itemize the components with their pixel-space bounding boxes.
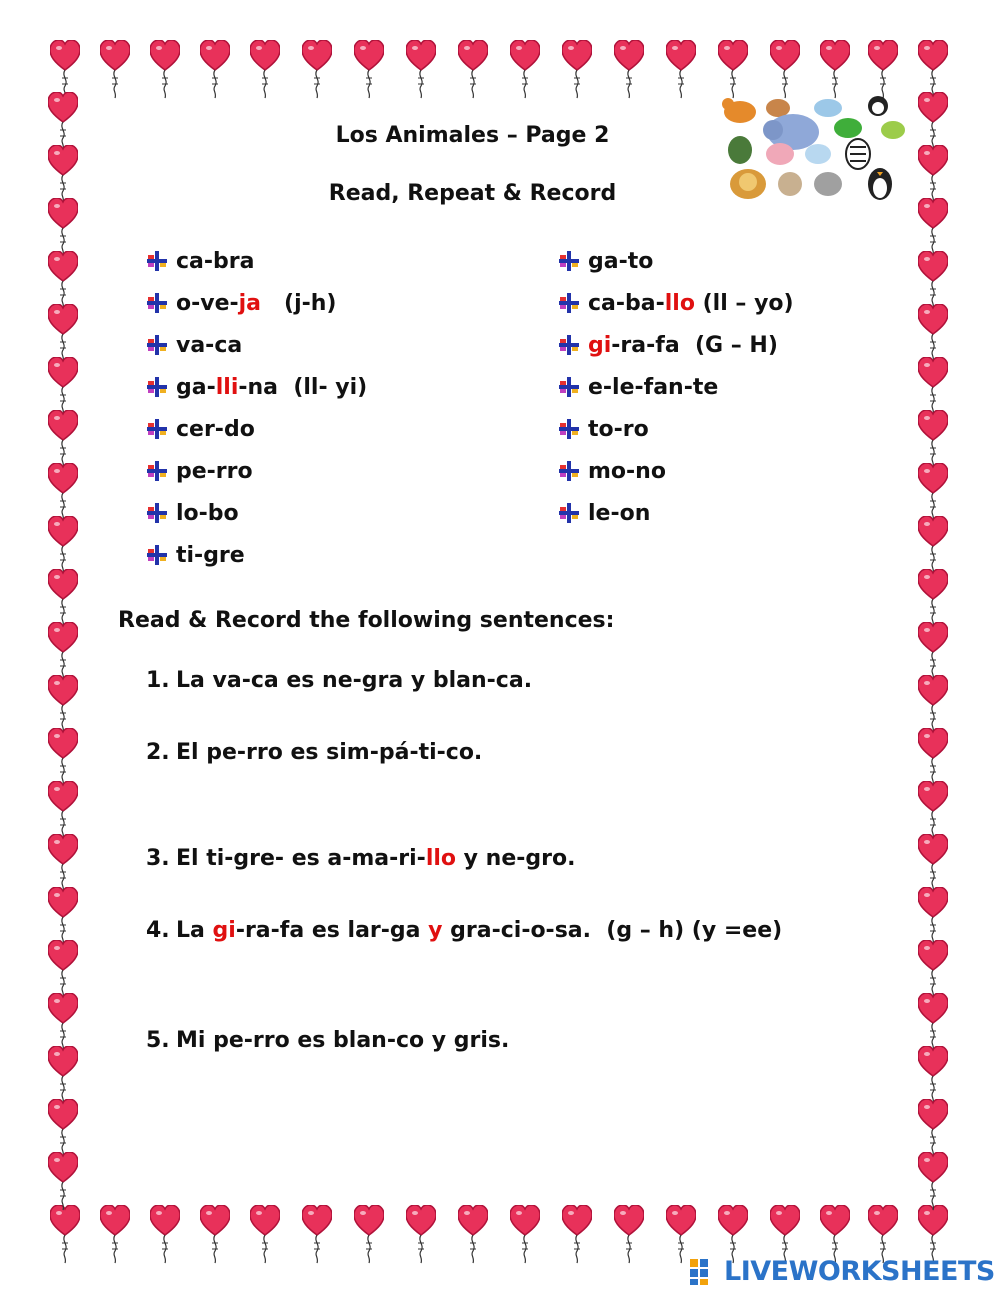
sentence-number: 2. — [146, 740, 170, 765]
highlighted-syllable: llo — [664, 290, 695, 316]
heart-balloon-icon — [562, 40, 592, 100]
heart-balloon-icon — [48, 728, 78, 788]
plus-bullet-icon — [558, 334, 580, 356]
liveworksheets-logo — [690, 1254, 995, 1288]
text-segment: -ra-fa (G – H) — [611, 332, 778, 358]
heart-balloon-icon — [200, 1205, 230, 1265]
text-segment: ca-bra — [176, 248, 255, 274]
plus-bullet-icon — [146, 250, 168, 272]
vocab-word — [176, 417, 255, 442]
plus-bullet-icon — [146, 292, 168, 314]
vocab-word — [176, 249, 254, 274]
text-segment: gra-ci-o-sa. (g – h) (y =ee) — [442, 918, 783, 943]
heart-balloon-icon — [250, 1205, 280, 1265]
heart-balloon-icon — [918, 1152, 948, 1212]
text-segment: le-on — [588, 500, 651, 526]
sentences-heading: Read & Record the following sentences: — [118, 608, 615, 633]
heart-balloon-icon — [48, 304, 78, 364]
heart-balloon-icon — [48, 516, 78, 576]
vocab-item — [146, 450, 367, 492]
heart-balloon-icon — [250, 40, 280, 100]
vocab-item — [558, 240, 794, 282]
vocab-item — [146, 282, 367, 324]
text-segment: ga- — [176, 374, 216, 400]
vocab-word — [588, 501, 650, 526]
heart-balloon-icon — [406, 1205, 436, 1265]
vocab-item — [146, 534, 367, 576]
vocab-item — [146, 408, 367, 450]
heart-balloon-icon — [918, 357, 948, 417]
heart-balloon-icon — [510, 1205, 540, 1265]
heart-balloon-icon — [458, 1205, 488, 1265]
text-segment: e-le-fan-te — [588, 374, 719, 400]
text-segment: El pe-rro es sim-pá-ti-co. — [176, 740, 483, 765]
plus-bullet-icon — [558, 376, 580, 398]
heart-balloon-icon — [302, 1205, 332, 1265]
vocab-item — [558, 408, 794, 450]
heart-balloon-icon — [614, 40, 644, 100]
sentence-number: 5. — [146, 1028, 170, 1053]
sentence-item — [146, 740, 482, 765]
heart-balloon-icon — [918, 940, 948, 1000]
vocab-item — [558, 324, 794, 366]
sentence-item — [146, 846, 575, 871]
vocab-item — [146, 366, 367, 408]
heart-balloon-icon — [918, 251, 948, 311]
vocab-word — [588, 333, 778, 358]
heart-balloon-icon — [48, 1152, 78, 1212]
vocab-item — [146, 492, 367, 534]
text-segment: La — [176, 918, 213, 943]
heart-balloon-icon — [48, 675, 78, 735]
vocab-word — [176, 375, 367, 400]
heart-balloon-icon — [918, 198, 948, 258]
text-segment: pe-rro — [176, 458, 253, 484]
sentence-number: 3. — [146, 846, 170, 871]
heart-balloon-icon — [48, 410, 78, 470]
vocab-item — [146, 324, 367, 366]
highlighted-syllable: ja — [238, 290, 262, 316]
heart-balloon-icon — [918, 675, 948, 735]
text-segment: (j-h) — [261, 290, 337, 316]
highlighted-syllable: gi — [212, 918, 236, 943]
heart-balloon-icon — [918, 304, 948, 364]
text-segment: Mi pe-rro es blan-co y gris. — [176, 1028, 510, 1053]
heart-balloon-icon — [48, 834, 78, 894]
text-segment: ti-gre — [176, 542, 245, 568]
vocab-word — [588, 459, 666, 484]
vocab-word — [176, 501, 239, 526]
vocab-word — [176, 333, 242, 358]
sentence-item — [146, 918, 782, 943]
sentence-item — [146, 1028, 509, 1053]
plus-bullet-icon — [146, 544, 168, 566]
heart-balloon-icon — [918, 410, 948, 470]
heart-balloon-icon — [48, 622, 78, 682]
liveworksheets-logo-text: LIVEWORKSHEETS — [724, 1255, 995, 1287]
text-segment: ca-ba- — [588, 290, 665, 316]
heart-balloon-icon — [666, 40, 696, 100]
vocab-item — [146, 240, 367, 282]
heart-balloon-icon — [918, 569, 948, 629]
heart-balloon-icon — [48, 940, 78, 1000]
heart-balloon-icon — [918, 622, 948, 682]
vocab-item — [558, 282, 794, 324]
heart-balloon-icon — [770, 40, 800, 100]
heart-balloon-icon — [48, 463, 78, 523]
text-segment: to-ro — [588, 416, 649, 442]
heart-balloon-icon — [820, 40, 850, 100]
heart-balloon-icon — [48, 993, 78, 1053]
vocab-item — [558, 492, 794, 534]
highlighted-syllable: lli — [215, 374, 239, 400]
heart-balloon-icon — [48, 251, 78, 311]
vocab-word — [176, 291, 336, 316]
heart-balloon-icon — [718, 40, 748, 100]
heart-balloon-icon — [918, 728, 948, 788]
highlighted-syllable: llo — [425, 846, 457, 871]
plus-bullet-icon — [558, 502, 580, 524]
vocab-word — [588, 417, 649, 442]
heart-balloon-icon — [868, 40, 898, 100]
heart-balloon-icon — [48, 198, 78, 258]
heart-balloon-icon — [458, 40, 488, 100]
heart-balloon-icon — [918, 887, 948, 947]
heart-balloon-icon — [48, 887, 78, 947]
plus-bullet-icon — [558, 292, 580, 314]
text-segment: cer-do — [176, 416, 255, 442]
vocab-list-left — [146, 240, 367, 576]
plus-bullet-icon — [146, 502, 168, 524]
heart-balloon-icon — [614, 1205, 644, 1265]
plus-bullet-icon — [146, 334, 168, 356]
plus-bullet-icon — [558, 250, 580, 272]
heart-balloon-icon — [918, 1099, 948, 1159]
page-title: Los Animales – Page 2 — [335, 123, 610, 148]
heart-balloon-icon — [918, 1046, 948, 1106]
plus-bullet-icon — [558, 418, 580, 440]
heart-balloon-icon — [354, 40, 384, 100]
text-segment: El ti-gre- es a-ma-ri- — [176, 846, 426, 871]
heart-balloon-icon — [918, 834, 948, 894]
heart-balloon-icon — [918, 781, 948, 841]
text-segment: y ne-gro. — [456, 846, 576, 871]
animals-clipart — [718, 92, 916, 204]
heart-balloon-icon — [918, 40, 948, 100]
heart-balloon-icon — [48, 1046, 78, 1106]
heart-balloon-icon — [406, 40, 436, 100]
highlighted-syllable: gi — [588, 332, 612, 358]
vocab-word — [588, 291, 794, 316]
vocab-word — [176, 459, 253, 484]
vocab-word — [176, 543, 245, 568]
heart-balloon-icon — [100, 40, 130, 100]
heart-balloon-icon — [200, 40, 230, 100]
vocab-list-right — [558, 240, 794, 534]
heart-balloon-icon — [302, 40, 332, 100]
heart-balloon-icon — [150, 40, 180, 100]
text-segment: ga-to — [588, 248, 654, 274]
text-segment: va-ca — [176, 332, 243, 358]
plus-bullet-icon — [146, 460, 168, 482]
text-segment: (ll – yo) — [694, 290, 794, 316]
heart-balloon-icon — [50, 40, 80, 100]
heart-balloon-icon — [48, 357, 78, 417]
plus-bullet-icon — [146, 418, 168, 440]
heart-balloon-icon — [100, 1205, 130, 1265]
heart-balloon-icon — [562, 1205, 592, 1265]
heart-balloon-icon — [918, 463, 948, 523]
heart-balloon-icon — [50, 1205, 80, 1265]
text-segment: La va-ca es ne-gra y blan-ca. — [176, 668, 533, 693]
heart-balloon-icon — [48, 569, 78, 629]
text-segment: mo-no — [588, 458, 666, 484]
heart-balloon-icon — [48, 781, 78, 841]
heart-balloon-icon — [918, 993, 948, 1053]
page-subtitle: Read, Repeat & Record — [328, 181, 617, 206]
vocab-word — [588, 249, 653, 274]
liveworksheets-logo-icon — [690, 1257, 720, 1285]
vocab-item — [558, 366, 794, 408]
plus-bullet-icon — [146, 376, 168, 398]
heart-balloon-icon — [918, 516, 948, 576]
heart-balloon-icon — [48, 1099, 78, 1159]
text-segment: -na (ll- yi) — [238, 374, 368, 400]
vocab-word — [588, 375, 718, 400]
highlighted-syllable: y — [428, 918, 443, 943]
text-segment: lo-bo — [176, 500, 239, 526]
heart-balloon-icon — [510, 40, 540, 100]
sentence-number: 4. — [146, 918, 170, 943]
sentence-number: 1. — [146, 668, 170, 693]
text-segment: -ra-fa es lar-ga — [235, 918, 429, 943]
vocab-item — [558, 450, 794, 492]
heart-balloon-icon — [150, 1205, 180, 1265]
sentence-item — [146, 668, 532, 693]
plus-bullet-icon — [558, 460, 580, 482]
heart-balloon-icon — [354, 1205, 384, 1265]
text-segment: o-ve- — [176, 290, 239, 316]
